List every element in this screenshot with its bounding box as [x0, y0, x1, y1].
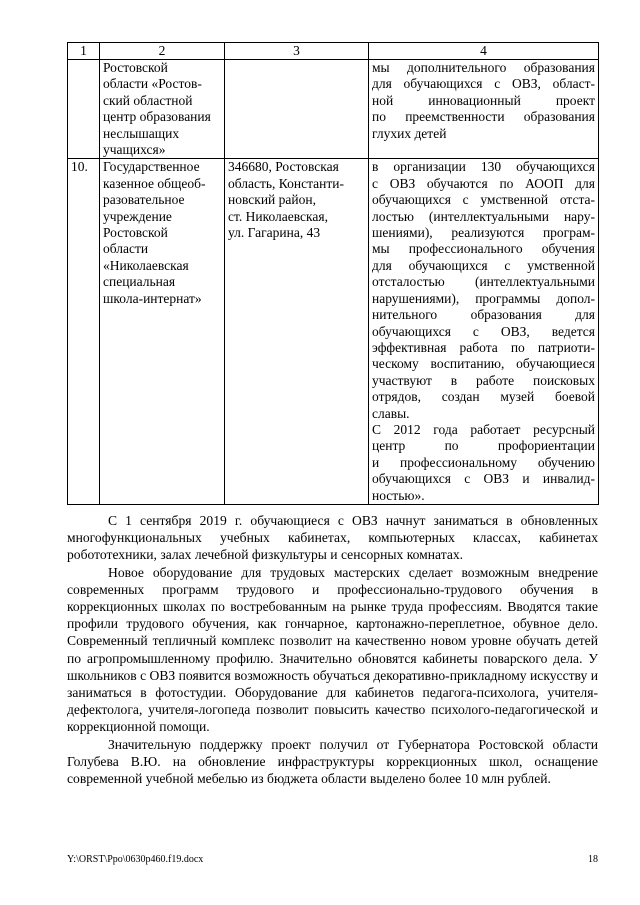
org-line: школа-интернат»	[103, 290, 202, 306]
activity-line: и профессиональному обучению	[372, 454, 595, 470]
file-path: Y:\ORST\Ppo\0630p460.f19.docx	[67, 854, 204, 865]
activity-cell	[369, 159, 599, 505]
org-line: ский областной	[103, 92, 193, 108]
activity-line: С 2012 года работает ресурсный	[372, 421, 595, 437]
activity-line: в организации 130 обучающихся	[372, 159, 595, 175]
activity-line: отсталостью (интеллектуальными	[372, 274, 595, 290]
org-line: центр образования	[103, 109, 211, 125]
address-line: новский район,	[228, 192, 316, 208]
activity-line: мы профессионального обучения	[372, 241, 595, 257]
activity-line: эффективная работа по патриоти-	[372, 339, 595, 355]
header-cell: 4	[369, 43, 599, 60]
address-line: область, Константи-	[228, 175, 345, 191]
org-line: Государственное	[103, 159, 200, 175]
org-line: «Николаевская	[103, 257, 189, 273]
activity-cell	[369, 60, 599, 159]
activity-line: по преемственности образования	[372, 109, 595, 125]
activity-line: шениями), реализуются програм-	[372, 225, 595, 241]
header-cell: 2	[100, 43, 225, 60]
table-header-row	[68, 43, 599, 60]
paragraph: Значительную поддержку проект получил от Губернатора Ростовской области Голубева В.Ю. на обновление инфраструктуры коррекционных школ, оснащение современной учебной мебелью из бюджета области выделено более 10 млн рублей.	[67, 736, 598, 787]
address-cell	[225, 60, 369, 159]
body-text	[67, 512, 598, 787]
activity-line: ческому воспитанию, обучающиеся	[372, 356, 595, 372]
activity-line: глухих детей	[372, 125, 447, 141]
org-line: области	[103, 241, 149, 257]
org-line: специальная	[103, 274, 176, 290]
org-line: неслышащих	[103, 125, 180, 141]
header-cell: 1	[68, 43, 100, 60]
org-line: казенное общеоб-	[103, 175, 206, 191]
activity-line: обучающихся с ОВЗ, ведется	[372, 323, 595, 339]
activity-line: славы.	[372, 405, 410, 421]
org-cell	[100, 60, 225, 159]
activity-line: нарушениями), программы допол-	[372, 290, 595, 306]
activity-line: обучающихся с ОВЗ и инвалид-	[372, 471, 595, 487]
address-line: ст. Николаевская,	[228, 208, 328, 224]
address-line: 346680, Ростовская	[228, 159, 339, 175]
org-line: Ростовской	[103, 225, 168, 241]
org-line: области «Ростов-	[103, 76, 202, 92]
org-line: учащихся»	[103, 142, 166, 158]
address-line: ул. Гагарина, 43	[228, 225, 321, 241]
activity-line: отрядов, создан музей боевой	[372, 389, 595, 405]
activity-line: для обучающихся с ОВЗ, област-	[372, 76, 595, 92]
org-cell	[100, 159, 225, 505]
activity-line: ной инновационный проект	[372, 92, 595, 108]
table-row	[68, 60, 599, 159]
row-number-cell	[68, 60, 100, 159]
activity-line: лостью (интеллектуальными нару-	[372, 208, 595, 224]
activity-line: обучающихся с умственной отста-	[372, 192, 595, 208]
activity-line: ностью».	[372, 487, 425, 503]
activity-line: с ОВЗ обучаются по АООП для	[372, 175, 595, 191]
institutions-table	[67, 42, 599, 505]
activity-line: центр по профориентации	[372, 438, 595, 454]
row-number-cell: 10.	[68, 159, 100, 505]
activity-line: для обучающихся с умственной	[372, 257, 595, 273]
paragraph: С 1 сентября 2019 г. обучающиеся с ОВЗ начнут заниматься в обновленных многофункциональных учебных кабинетах, компьютерных классах, кабинетах робототехники, залах лечебной физкультуры и сенсорных комнатах.	[67, 513, 598, 563]
paragraph: Новое оборудование для трудовых мастерских сделает возможным внедрение современных программ трудового и профессионально-трудового обучения в коррекционных школах по востребованным на рынке труда профессиям. Вводятся такие профили трудового обучения, как гончарное, картонажно-переплетное, обувное дело. Современный тепличный комплекс позволит на качественно новом уровне обучать детей по агропромышленному профилю. Значительно обновятся кабинеты поварского дела. У школьников с ОВЗ появится возможность обучаться декоративно-прикладному искусству и заниматься в фотостудии. Оборудование для кабинетов педагога-психолога, учителя-дефектолога, учителя-логопеда позволит повысить качество психолого-педагогической и коррекционной помощи.	[67, 564, 598, 735]
org-line: разовательное	[103, 192, 185, 208]
page-number: 18	[588, 854, 598, 865]
org-line: Ростовской	[103, 60, 168, 75]
activity-line: нительного образования для	[372, 307, 595, 323]
header-cell: 3	[225, 43, 369, 60]
org-line: учреждение	[103, 208, 172, 224]
address-cell	[225, 159, 369, 505]
activity-line: участвуют в работе поисковых	[372, 372, 595, 388]
activity-line: мы дополнительного образования	[372, 60, 595, 75]
table-row	[68, 159, 599, 505]
